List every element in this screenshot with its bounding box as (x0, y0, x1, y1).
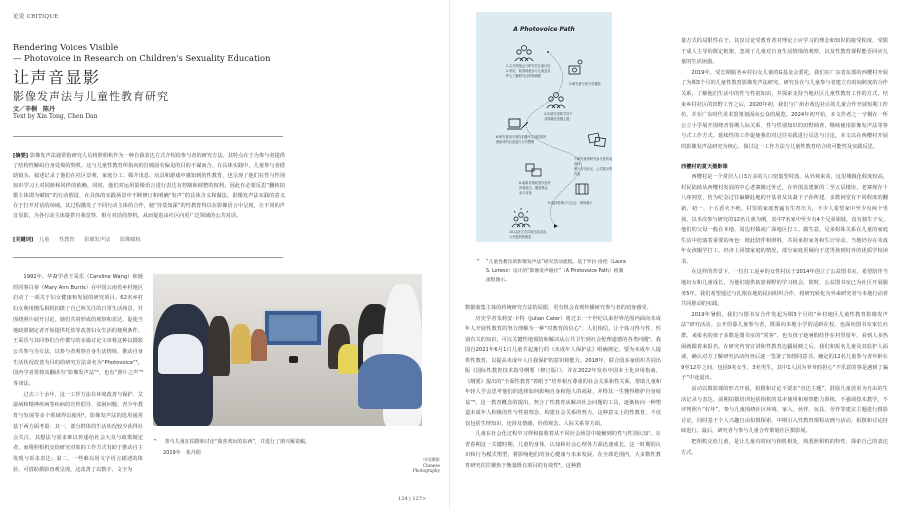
body-paragraph: 1992年，华裔学者王采乐（Caroline Wang）和她的同事白蒂（Mary Ann Burris）在中国云南省乡村地区启动了一项关于妇女健康和发展的研究项目。62名乡村妇女利用傻瓜相机拍摄了自己所关注的日常生活场景，并围绕照片展开讨论。她们共同形成的观察和表达，促使当地政策制定者开始提供托幼等改善妇女生活的便利条件。王采乐与其同事们合作撰写的多篇讨论文章将这种以摄影公共参与为方法，以参与者观察自身生活情境、推动自身生活状况改善为目的的研究方法命名为“Photovoice”¹。国内学者常将其翻译为“影像发声法”²，也有“照片之声”³等译法。 (13, 274, 143, 388)
body-paragraph: 在这样的背景下，一位打工返乡的女性村民于2014年创立了公益图书室，希望陪伴当地妇女和儿童成长，为他们提供拓宽视野的学习机会。彼时，公益图书室已为社区开展服务5年。我们希望通过与扎根在地的民间组织合作，将研究转化为外来研究者与本地行动者共同推动的实践。 (681, 269, 888, 308)
keywords-label: [关键词] (13, 237, 34, 243)
publication-cn: 中国摄影 (423, 457, 440, 462)
projection-screen (263, 309, 323, 347)
child-figure (231, 324, 251, 364)
right-page (450, 0, 900, 510)
diagram-step-6: 6.研究者用与者在拍摄中生成的照片 借助对的记录进行分享整理 (496, 135, 547, 144)
body-paragraph: 西樱村是一个常居人口3万多的人口密集型村落。从外观来看，这里城镇化程度较高，村民陆续从西樱村发展的中心老寨搬迁外迁，在外围盖建新的二至五层楼房，老寨现存十八座祠堂，皆为纪念过往偏僻此地的开基者及其裔下子孙所建。多数祠堂有不同程度的翻新，初一、十五香火不绝。村里的家庭普遍有生育压力，不少人希望家中至少有两个男孩。以本次参与研究的12名儿童为例，其中7名家中至少有4个兄弟姐妹，没有独生子女。他们的父母一般在本地、周边村镇或广深地区打工、做生意，兄弟姐妹关系在儿童的家庭生活中扮演着重要的角色：彼此陪伴和照料，共同承担家务和生计劳动。当地仍存在未成年女孩辍学打工、经济上回馈家庭的情况，部分家庭更倾向于送男孩到村外的优质学校读书。 (681, 174, 888, 265)
keywords (13, 236, 149, 243)
caption-arrow-icon: ^ (153, 439, 158, 445)
body-paragraph: 儿童在社会化过程中习得和接收着从不同社会场景中接触到的性与性别认知⁷。在青春期这一关键时期，儿童的身体、认知和社会心理各方面迅速成长，这一时期的认识和行为模式塑型，将影响他们的身心健康与未来发展。在全球范围内，大多数性教育研究往往聚焦于衡量既有项目的有效性⁸。这种教 (465, 431, 661, 469)
divider (13, 136, 283, 137)
publication-logo (400, 457, 440, 474)
caption-arrow-icon: ^ (476, 260, 481, 265)
author-cn: 文／辛桐 陈丹 (13, 106, 56, 113)
diagram-step-7: 7.研究者将研究参与者共同选择 照片作为社区、公共展示的内容 (574, 157, 613, 176)
divider (13, 257, 283, 258)
workshop-photo (153, 274, 422, 426)
abstract (13, 151, 285, 233)
keyword: 影像发声法 (84, 237, 111, 243)
body-paragraph: 2019年暑假，我们与图书室合作发起为期3个月的“乡村地区儿童性教育影像发声法”研究活动。公开招募儿童参与者，既面向本地小学的适龄在校，也面向图书室家长社群。来报名的孩子多数是图书室的“常客”，也有孩子趁暑假结伴在村里留年，看到人多热闹就跟着来报名。在研究内容宣讲和性教育边疆展映之后，我们和报名儿童及其监护人面谈，确认对方了解研究活动内容后逐一签署了知情同意书。确定的12名儿童参与者年龄在9至12岁之间，包括9名女生、3名男生。其中1人因为爷爷的担心“不乐意的事是遇到了骗子”中途退出。 (681, 311, 888, 382)
subtitle-cn: 影像发声法与儿童性教育研究 (13, 90, 169, 103)
jeans (358, 354, 422, 409)
title-en (13, 42, 293, 64)
group-people-icon (547, 93, 565, 109)
path-end-arrow (554, 224, 558, 228)
body-paragraph: 把相机交给儿童，是让儿童有时间与相机相处，熟悉照相机的特性，探索自己的表达方式。 (681, 438, 888, 456)
section-heading: 西樱村的夏天摄影课 (681, 163, 728, 170)
abstract-label: [摘要] (13, 153, 29, 159)
abstract-text: 影像发声法通常指研究人员将照相机作为一种自我表达方式介绍给参与者的研究方法。其特点在于为参与者提供了结构性解码自身处境的契机。这与儿童性教育所指向的打破固有偏见的目的不谋而合。在具体实践中，儿童参与者借助镜头，叙述记录了他们在社区景观、家庭分工、媒介讯息、玩具和游戏中感知到的性教育，也呈现了他们在性与性别知识学习上对同龄和同伴的依赖。同时，他们对运用影像语言进行表达有控制和调整的权利。因此有必要反思“翻转拍摄主体即为赋权”的行动假设，在具体的实践场景中不断修订和明确“发声”的具体含义和做法。影像发声法实践的意义在于打开对话的场域。其过程激发了不同行动主体的合作，使“待莫如深”的性教育得以在影像语言中呈现，让不同的声音显影，为各行动主体提供自我觉察、相互对话的契机，从而促进由社区向更广泛领域的公共对话。 (13, 153, 285, 219)
diagram-step-3: 3.研究者与者分享摄影 (569, 82, 601, 86)
publication-en-2: Photography (412, 468, 440, 473)
body-paragraph: 过去三十余年，这一工作方法在环境改善与保护、艾滋病和精神疾病等疾病的宣传倡导、贫困问题、青少年教育与发展等多个领域得以使用⁴。影像发声法的选用通常基于两方面考量：其一，部分群体的生活状况较少获得社会关注，其想法与需求难以传递给社会大众与政策制定者，而将照相机交给研究对象的工作方式有助于推动自主发现与诉求表达；第二，一些难以用文字语言描述的体验，可借助摄影直观呈现，这改善了以数字、文字为 (13, 391, 143, 473)
keyword: 性教育 (59, 237, 75, 243)
photos-icon (588, 133, 605, 147)
keyword: 影像赋权 (119, 237, 141, 243)
body-column-middle (465, 303, 661, 503)
child-figure (251, 329, 267, 361)
body-paragraph: 数据收集主体的传统研究方法的局限，更有机会直观传播研究参与者的切身感受。 (465, 305, 652, 311)
body-column-right (681, 36, 888, 504)
group-people-icon (515, 46, 533, 62)
photo-credit: 2019年 张丹阳 (163, 450, 201, 456)
section-tag: 论说 CRITIQUE (13, 14, 59, 20)
photo-caption-text: 参与儿童在拍摄和讨论“我喜欢玩的东西”，并进行了朋兴解说稿。 (164, 439, 310, 445)
child-figure (338, 344, 360, 374)
photo-frames-icon (526, 164, 541, 176)
body-paragraph: 历史学者朱莉安·卡特（Julian Cater）将过去一个世纪以来世界范围内面向未成年人开展性教育的努力理解为一种“对教育的信心”：人们相信，让个体习得与性、性别有关的知识，可以关键性地预防和解决从公共卫生到社会伦理道德的各类问题⁵。我国自2021年6月1日儿童节起施行的《未成年人保护法》明确规定，要为未成年人提供性教育，以提高未成年人自我保护的意识和能力。2018年，联合国多家组织共同出版《国际性教育技术指导纲要（修订版）》，并在2022年发布中国本土化应用指南。《纲要》提出的“全面性教育”着眼于“培养相互尊重的社会关系和性关系，帮助儿童和年轻人学会思考他们的选择如何影响自身和他人的福祉，并终其一生懂得维护自身权益”⁶。这一教育概念的提出，契合了性教育从解决社会问题的工具，逐渐转向一种塑造未成年人积极的性与性别理念、构建社会关系的努力。这种意义上的性教育，不仅仅包括生理知识，还涉及情感、价值观念、人际关系等方面。 (465, 315, 661, 427)
keyword: 儿童 (38, 237, 50, 243)
diagram-caption-text: “儿童性教育的影像发声法”研究活动流程。基于罗拉·洛伦（Laura S. Lorenz）设计的“影像发声路径”（A Photovoice Path）绘制流程图示。 (486, 260, 626, 283)
diagram-step-4: 4.在研究者的引导下 共同确定拍摄主题 (544, 112, 573, 121)
diagram-step-8: 8.重新对照同类作品并 再者展示，邀请观众 参与讨论 (519, 181, 551, 195)
body-paragraph: 活动以摄影课的形式开展，拍摄和讨论不要求“直达主题”，鼓励儿童放更为自由的生活记录与表达。前期拍摄培训包括相机的基本使用和观察能力训练，不强调技术教学，不评判照片“好坏”。参与儿童围绕社区环境、家人、伙伴、玩具、劳作等建议主题进行摄影讨论，同时基于个人兴趣自由拍摄探索。中期引入性教育课程动画与活动，拍摄和讨论持续进行。最后，研究者与参与儿童合作策划社区摄影展。 (681, 386, 888, 435)
path-curve (476, 12, 612, 242)
path-start-dot (547, 51, 549, 53)
diagram-step-10: 10.以此方式共同完成活动， 公开组织的展览 (509, 230, 550, 239)
photovoice-path-diagram (476, 12, 612, 242)
page-numbers: 124 | 127> (398, 496, 427, 502)
diagram-caption (476, 258, 626, 285)
child-figure (158, 334, 203, 374)
body-column-left (13, 272, 143, 502)
projector (289, 356, 298, 363)
title-en-line2: — Photovoice in Research on Children's Sexuality Education (13, 53, 271, 63)
child-figure (208, 316, 230, 376)
exhibition-icon (576, 184, 588, 194)
camera-icon (569, 60, 582, 74)
diagram-title: A Photovoice Path (513, 26, 575, 33)
author-en: Text by Xin Tong, Chen Dan (13, 113, 98, 120)
body-paragraph: 量方式的局限性在于，其仅讨论受教育者对理论上应学习的理念和知识的接受程度，受限于成人主导的既定框架，忽视了儿童对自身生活情境的观察，以及性教育课程能否回应儿童的生活困惑。 (681, 38, 888, 66)
title-cn: 让声音显影 (13, 68, 101, 87)
crowd-icon (512, 208, 530, 227)
diagram-step-1-2: 1.召开预备会与研究对儿童讨论 2.家访，取得同意参与儿童及其 护人了解研究目的和流程 (506, 64, 551, 78)
photo-caption (153, 438, 310, 445)
title-en-line1: Rendering Voices Visible (13, 42, 119, 52)
laptop-pencil-icon (507, 119, 528, 129)
body-paragraph: 2019年，受长期服务乡村妇女儿童的G基金会委托，我们在广东省东部的西樱村开展了为期3个月的儿童性教育影像发声法研究。研究旨在与儿童参与者建立有时间跨度的合作关系，了解他们生活中的性与性别知识，并探索支持当地社区儿童性教育工作的方式。结束乡村社区的田野工作之后，2020年初，我们与广州市黄边社区的儿童合作开展短期工作坊，并在广东时代美术馆策划面向公众的展览。2024年初开始，本文作者之一辛桐在一所公立小学展开围绕青春期人际关系、性与性别知识的田野调查，继续使用影像发声法等参与式工作方式。延续性的工作促使我们对过往实践进行反思与讨论。本文以在西樱村开展的影像发声法研究为核心，探讨这一工作方法与儿童性教育结合的可能性及实践反思。 (681, 69, 888, 150)
diagram-step-9: 9.选择性地与与社会、现场展示 (548, 201, 593, 205)
publication-en-1: Chinese (422, 462, 440, 468)
